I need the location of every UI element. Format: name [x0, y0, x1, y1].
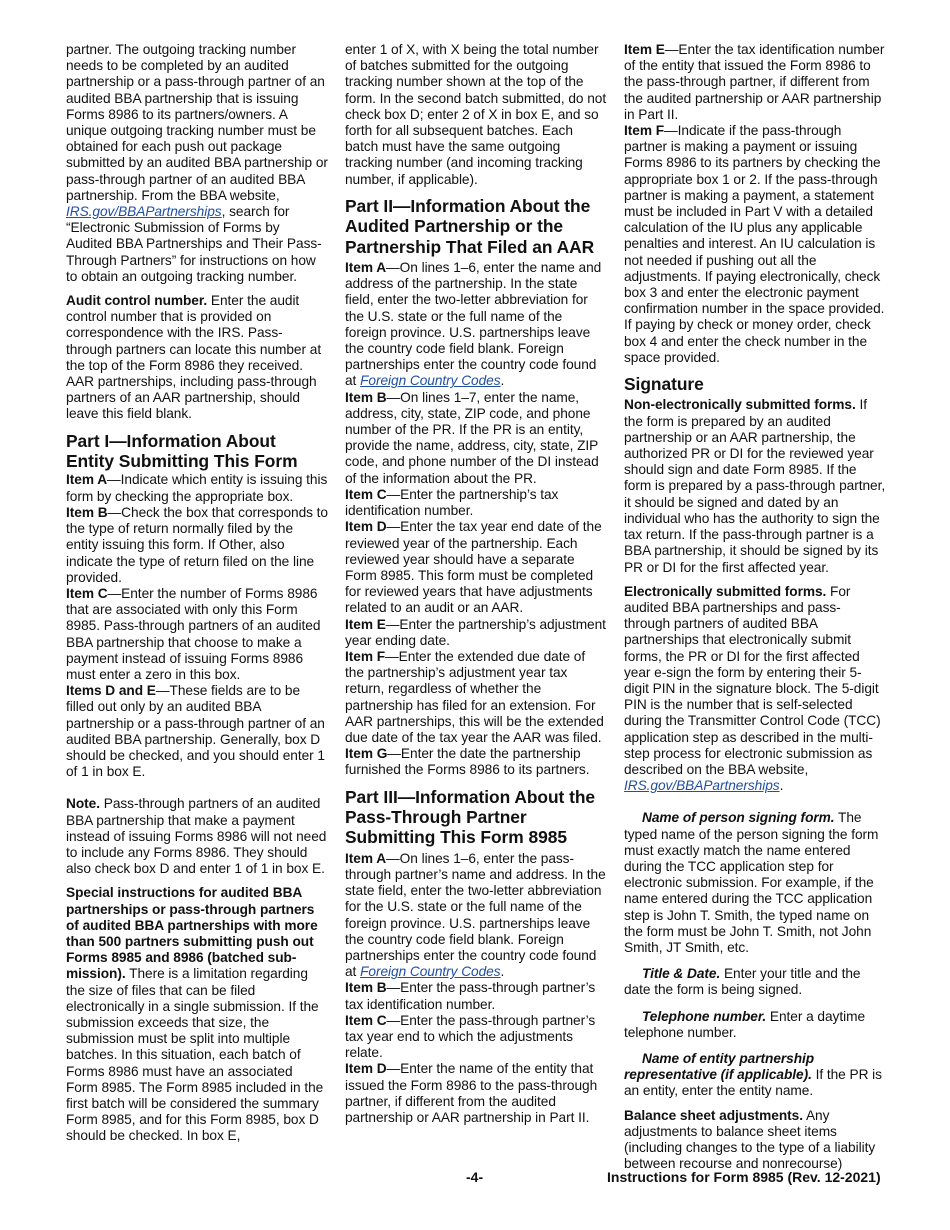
telephone-paragraph: Telephone number. Enter a daytime telephone number. [624, 1008, 866, 1040]
foreign-country-codes-link-2[interactable]: Foreign Country Codes [360, 964, 501, 980]
non-electronic-forms-paragraph: Non-electronically submitted forms. If the form is prepared by an audited partnership or an AAR partnership, the authorized PR or DI for the reviewed year should sign and date Form 8985. If the form is prepared by a pass-through partner, it should be signed and dated by an individual who has the authority to sign the tax return. If the pass-through partner is a BBA partnership, it should be signed by its PR or DI for the first affected year. [624, 397, 886, 575]
part1-item-c: Item C—Enter the number of Forms 8986 that are associated with only this Form 8985. Pass-through partners of an audited BBA partnership that choose to make a payment instead of issuing Forms 8986 must enter a zero in this box. [66, 585, 321, 682]
audit-control-number-paragraph: Audit control number. Enter the audit control number that is provided on correspondence with the IRS. Pass-through partners can locate this number at the top of the Form 8986 they received. AAR partnerships, including pass-through partners of an AAR partnership, should leave this field blank. [66, 293, 322, 422]
part-1-heading: Part I—Information About Entity Submitting This Form [66, 430, 298, 472]
note-paragraph: Note. Pass-through partners of an audited BBA partnership that make a payment instead of issuing Forms 8986 will not need to include any Forms 8986. They should also check box D and enter 1 of 1 in box E. [66, 796, 327, 877]
bba-partnerships-link[interactable]: IRS.gov/BBAPartnerships [66, 204, 222, 220]
electronic-forms-paragraph: Electronically submitted forms. For audited BBA partnerships and pass-through partners of audited BBA partnerships that electronically submit forms, the PR or DI for the first affected year e-sign the form by entering their 5-digit PIN in the signature block. The 5-digit PIN is the number that is self-selected during the Transmitter Control Code (TCC) application step as described in the multi-step process for electronic submission as described on the BBA website, IRS.gov/BBAPartnerships. [624, 583, 881, 794]
person-signing-paragraph: Name of person signing form. The typed name of the person signing the form must exactly match the name entered during the TCC application step for electronic submission. For example, if the name entered during the TCC application step is John T. Smith, the typed name on the form must be John T. Smith, not John Smith, JT Smith, etc. [624, 810, 879, 955]
signature-heading: Signature [624, 374, 704, 395]
part2-item-b: Item B—On lines 1–7, enter the name, address, city, state, ZIP code, and phone number of the PR. If the PR is an entity, provide the name, address, city, state, ZIP code, and phone number of the DI instead of the information about the PR. [345, 389, 599, 486]
part1-item-a: Item A—Indicate which entity is issuing this form by checking the appropriate box. [66, 472, 328, 504]
title-date-paragraph: Title & Date. Enter your title and the date the form is being signed. [624, 966, 861, 998]
part2-item-a: Item A—On lines 1–6, enter the name and address of the partnership. In the state field, enter the two-letter abbreviation for the U.S. state or the full name of the foreign province. U.S. partnerships leave the country code field blank. Foreign partnerships enter the country code found at Foreign Country Codes. [345, 260, 602, 389]
part3-item-c: Item C—Enter the pass-through partner’s tax year end to which the adjustments relate. [345, 1012, 596, 1061]
column-right [624, 42, 886, 1172]
part-3-heading: Part III—Information About the Pass-Through Partner Submitting This Form 8985 [345, 786, 596, 848]
foreign-country-codes-link[interactable]: Foreign Country Codes [360, 373, 501, 389]
part2-item-f: Item F—Enter the extended due date of the partnership’s adjustment year tax return, regardless of whether the partnership has filed for an extension. For AAR partnerships, this will be the extended due date of the tax year the AAR was filed. [345, 648, 604, 745]
part1-item-b: Item B—Check the box that corresponds to the type of return normally filed by the entity issuing this form. If Other, also indicate the type of return filed on the line provided. [66, 504, 328, 585]
balance-sheet-paragraph: Balance sheet adjustments. Any adjustments to balance sheet items (including changes to the type of a liability between recourse and nonrecourse) [624, 1107, 876, 1172]
part3-item-a: Item A—On lines 1–6, enter the pass-through partner’s name and address. In the state field, enter the two-letter abbreviation for the U.S. state or the full name of the foreign province. U.S. partnerships leave the country code field blank. Foreign partnerships enter the country code found at Foreign Country Codes. [345, 850, 606, 980]
batch-continuation-paragraph: enter 1 of X, with X being the total number of batches submitted for the outgoing tracking number shown at the top of the form. In the second batch submitted, do not check box D; enter 2 of X in box E, and so forth for all subsequent batches. Each batch must have the same outgoing tracking number (and incoming tracking number, if applicable). [345, 42, 607, 187]
part2-item-g: Item G—Enter the date the partnership furnished the Forms 8986 to its partners. [345, 746, 590, 778]
page-number: -4- [466, 1169, 484, 1185]
part2-item-c: Item C—Enter the partnership’s tax identification number. [345, 486, 559, 519]
outgoing-tracking-paragraph: partner. The outgoing tracking number needs to be completed by an audited partnership or a pass-through partner of an audited BBA partnership that is issuing Forms 8986 to its partners/owners. A unique outgoing tracking number must be obtained for each push out package submitted by an audited BBA partnership or pass-through partner of an audited BBA partnership. From the BBA website, IRS.gov/BBAPartnerships, search for “Electronic Submission of Forms by Audited BBA Partnerships and Their Pass-Through Partners” for instructions on how to obtain an outgoing tracking number. [66, 42, 328, 284]
part-2-heading: Part II—Information About the Audited Partnership or the Partnership That Filed an AAR [345, 195, 595, 257]
document-title-footer: Instructions for Form 8985 (Rev. 12-2021) [607, 1169, 881, 1185]
bba-partnerships-link-2[interactable]: IRS.gov/BBAPartnerships [624, 778, 780, 794]
column-middle [345, 42, 607, 1126]
part3-item-e: Item E—Enter the tax identification number of the entity that issued the Form 8986 to the pass-through partner, if different from the audited partnership or AAR partnership in Part II. [624, 42, 885, 122]
column-left [66, 42, 328, 1145]
part2-item-d: Item D—Enter the tax year end date of the reviewed year of the partnership. Each reviewed year should have a separate Form 8985. This form must be completed for reviewed years that have adjustments related to an audit or an AAR. [345, 519, 602, 616]
part2-item-e: Item E—Enter the partnership’s adjustment year ending date. [345, 616, 606, 648]
representative-paragraph: Name of entity partnership representative (if applicable). If the PR is an entity, enter the entity name. [624, 1050, 882, 1099]
part3-item-b: Item B—Enter the pass-through partner’s tax identification number. [345, 980, 596, 1012]
part3-item-f: Item F—Indicate if the pass-through partner is making a payment or issuing Forms 8986 to its partners by checking the appropriate box 1 or 2. If the pass-through partner is making a payment, a statement must be included in Part V with a detailed calculation of the IU plus any applicable penalties and interest. An IU calculation is not needed if pushing out all the adjustments. If paying electronically, check box 3 and enter the electronic payment confirmation number in the space provided. If paying by check or money order, check box 4 and enter the check number in the space provided. [624, 123, 885, 365]
part3-item-d: Item D—Enter the name of the entity that issued the Form 8986 to the pass-through partner, if different from the audited partnership or AAR partnership in Part II. [345, 1061, 598, 1126]
special-instructions-paragraph: Special instructions for audited BBA partnerships or pass-through partners of audited BBA partnerships with more than 500 partners submitting push out Forms 8985 and 8986 (batched sub-mission). There is a limitation regarding the size of files that can be filed electronically in a single submission. If the submission exceeds that size, the submission must be split into multiple batches. In this situation, each batch of Forms 8986 must have an associated Form 8985. The Form 8985 included in the first batch will be considered the summary Form 8985, and for this Form 8985, box D should be checked. In box E, [66, 885, 324, 1144]
part1-items-d-e: Items D and E—These fields are to be filled out only by an audited BBA partnership or a pass-through partner of an audited BBA partnership. Generally, box D should be checked, and you should enter 1 of 1 in box E. [66, 683, 325, 780]
